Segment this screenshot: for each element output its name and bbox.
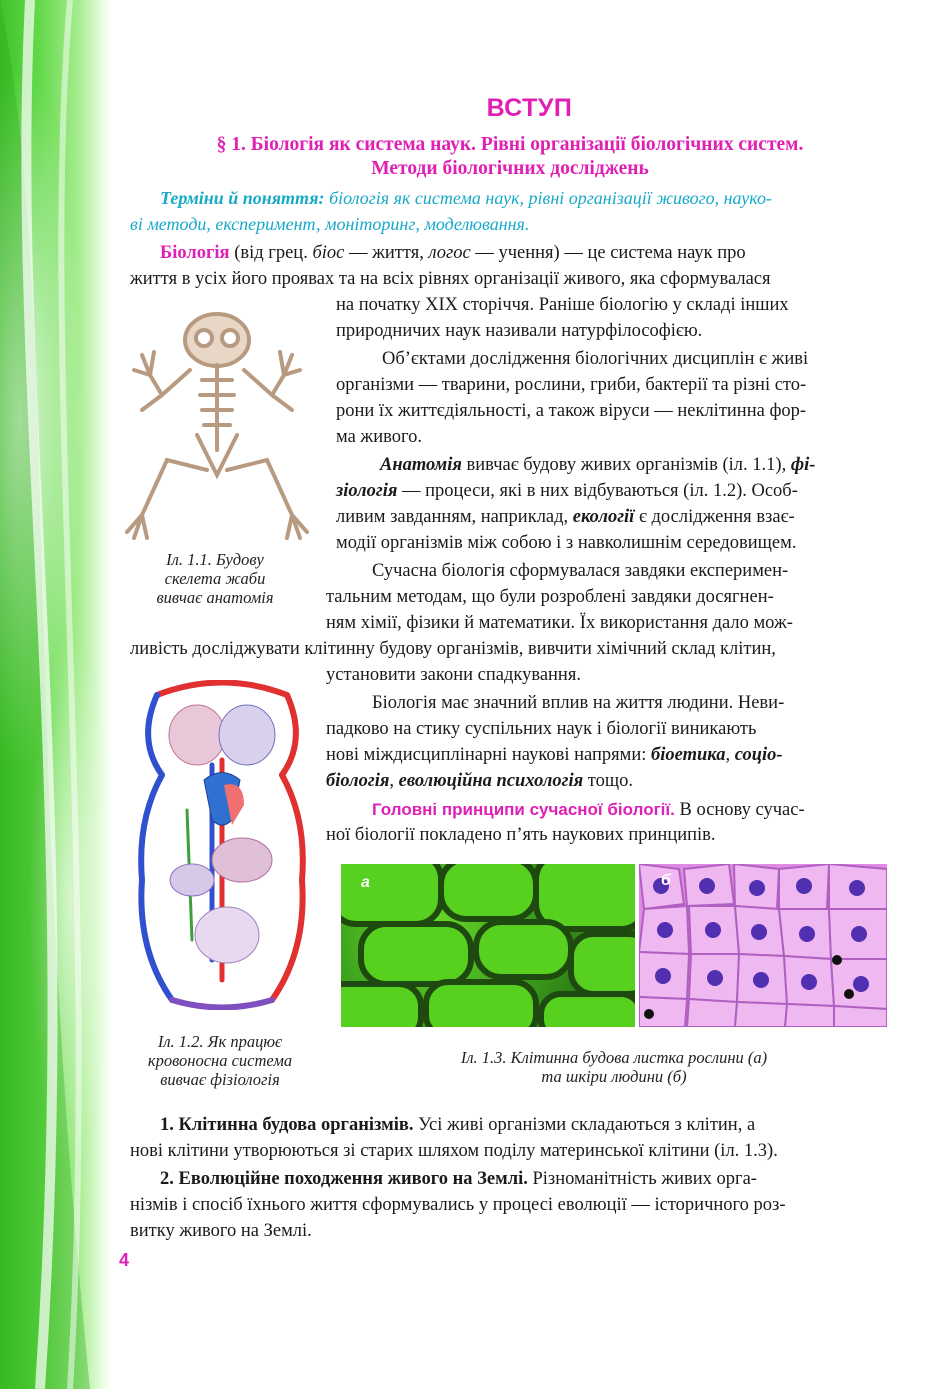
text-line: зіологія — процеси, які в них відбуваються (іл. 1.2). Особ- [336,481,798,501]
text-line: ної біології покладено п’ять наукових принципів. [326,825,716,845]
label-a: а [361,874,370,891]
text-line: модії організмів між собою і з навколишнім середовищем. [336,533,797,553]
text-line: нізмів і спосіб їхнього життя сформувались у процесі еволюції — історичного роз- [130,1195,786,1215]
terms-line-2: ві методи, експеримент, моніторинг, моделювання. [130,214,530,234]
principles-heading: Головні принципи сучасної біології. [372,800,675,819]
text-line: Об’єктами дослідження біологічних дисциплін є живі [382,349,809,369]
text-line: установити закони спадкування. [326,665,581,685]
text-line: нові клітини утворюються зі старих шляхом поділу материнської клітини (іл. 1.3). [130,1141,778,1161]
figure-1-2-caption: Іл. 1.2. Як працює кровоносна система вивчає фізіологія [147,1032,293,1089]
text-line: ливість досліджувати клітинну будову організмів, вивчити хімічний склад клітин, [130,639,776,659]
text-line: витку живого на Землі. [130,1221,312,1241]
text-line: Сучасна біологія сформувалася завдяки експеримен- [372,561,789,581]
text-line: організми — тварини, рослини, гриби, бактерії та різні сто- [336,375,807,395]
text-line: біологія, еволюційна психологія тощо. [326,771,633,791]
text-line: Біологія має значний вплив на життя людини. Неви- [372,693,785,713]
decorative-green-margin [0,0,112,1389]
section-title: § 1. Біологія як система наук. Рівні організації біологічних систем. Методи біологічних досліджень [216,134,804,179]
chapter-title: ВСТУП [486,94,573,122]
text-line: життя в усіх його проявах та на всіх рівнях організації живого, яка сформувалася [130,269,771,289]
text-line: ливим завданням, наприклад, екології є дослідження взає- [336,507,795,527]
text-line: тальним методам, що були розроблені завдяки досягнен- [326,587,774,607]
text-line: на початку XIX сторіччя. Раніше біологію у складі інших [336,295,789,315]
text-line: рони їх життєдіяльності, а також віруси — неклітинна фор- [336,401,807,421]
text-line: ням хімії, фізики й математики. Їх використання дало мож- [326,613,793,633]
circulatory-system-illustration [132,680,312,1010]
text-line: нові міждисциплінарні наукові напрями: біоетика, соціо- [326,745,783,765]
plant-leaf-cells-micrograph [341,864,635,1027]
page-number: 4 [119,1250,130,1270]
terms-label: Терміни й поняття: [160,188,325,208]
text-line: Головні принципи сучасної біології. В основу сучас- [372,800,805,820]
figure-1-1-caption: Іл. 1.1. Будову скелета жаби вивчає анатомія [156,550,274,607]
terms-line-1: Терміни й поняття: біологія як система наук, рівні організації живого, науко- [160,188,772,208]
text-line: Анатомія вивчає будову живих організмів (іл. 1.1), фі- [380,455,816,475]
label-b: б [661,872,671,889]
biology-definition-line-1: Біологія (від грец. біос — життя, логос — учення) — це система наук про [160,243,746,263]
figure-1-3-caption: Іл. 1.3. Клітинна будова листка рослини (а) та шкіри людини (б) [460,1048,768,1086]
frog-skeleton-illustration [112,300,322,540]
principle-1-line-1: 1. Клітинна будова організмів. Усі живі організми складаються з клітин, а [160,1115,756,1135]
principle-2-line-1: 2. Еволюційне походження живого на Землі. Різноманітність живих орга- [160,1169,757,1189]
text-line: природничих наук називали натурфілософією. [336,321,703,341]
text-line: ма живого. [336,427,422,447]
human-skin-cells-micrograph [639,864,887,1027]
text-line: падково на стику суспільних наук і біології виникають [326,719,757,739]
